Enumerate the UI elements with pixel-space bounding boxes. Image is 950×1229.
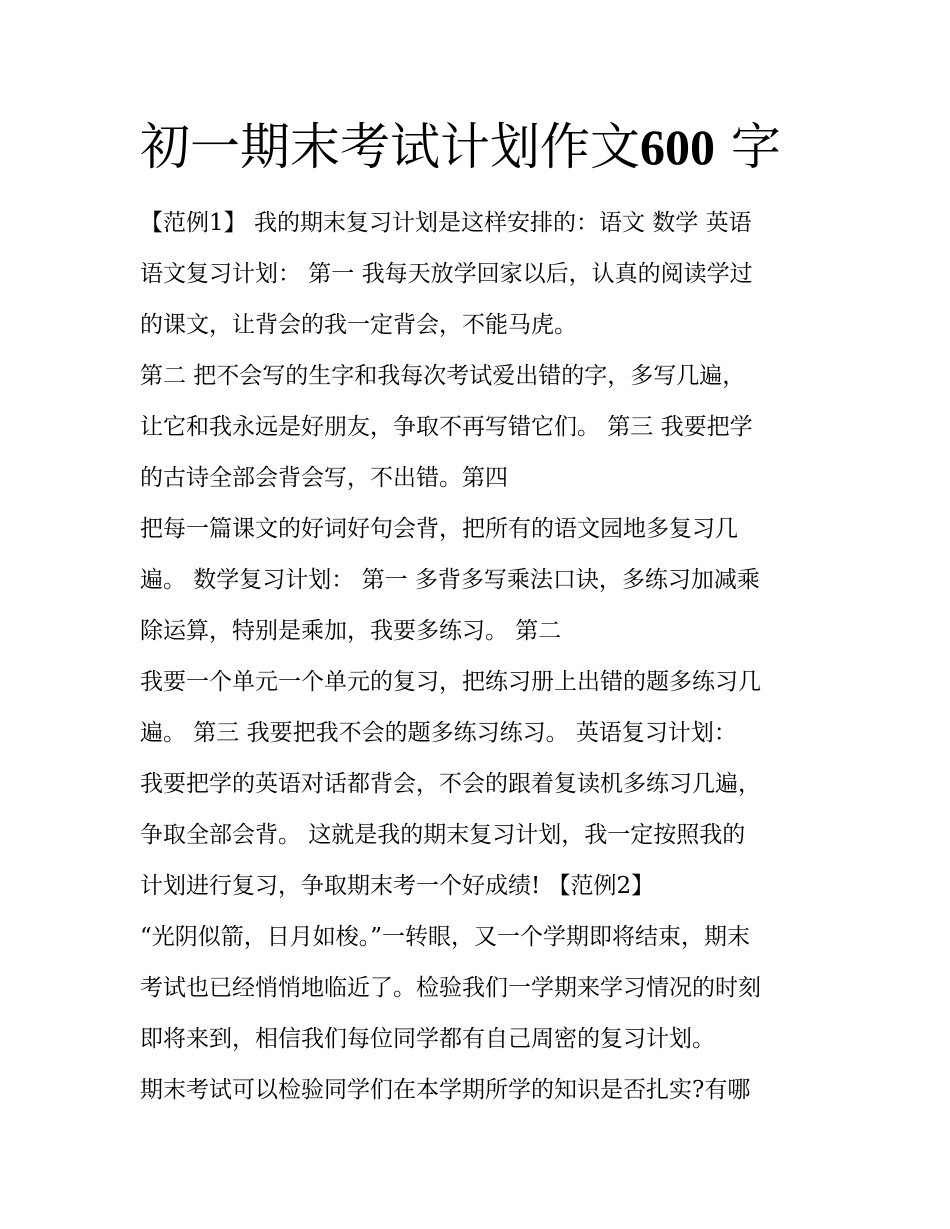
document-body	[140, 198, 830, 1116]
body-line: “光阴似箭，日月如梭。”一转眼，又一个学期即将结束，期末	[140, 924, 751, 950]
title-suffix: 字	[730, 118, 781, 176]
body-line: 把每一篇课文的好词好句会背，把所有的语文园地多复习几	[140, 516, 738, 542]
body-line: 第二 把不会写的生字和我每次考试爱出错的字，多写几遍，	[140, 363, 746, 389]
body-line: 语文复习计划： 第一 我每天放学回家以后，认真的阅读学过	[140, 261, 753, 287]
body-line: 我要一个单元一个单元的复习，把练习册上出错的题多练习几	[140, 669, 761, 695]
body-line: 让它和我永远是好朋友，争取不再写错它们。 第三 我要把学	[140, 414, 753, 440]
title-main-text: 初一期末考试计划作文	[140, 118, 640, 176]
title-number: 600	[640, 119, 715, 175]
body-line: 遍。 第三 我要把我不会的题多练习练习。 英语复习计划：	[140, 720, 737, 746]
body-line: 计划进行复习，争取期末考一个好成绩! 【范例2】	[140, 873, 655, 899]
body-line: 遍。 数学复习计划： 第一 多背多写乘法口诀，多练习加减乘	[140, 567, 760, 593]
body-line: 【范例1】 我的期末复习计划是这样安排的：语文 数学 英语	[140, 210, 752, 236]
document-title	[140, 112, 840, 182]
body-line: 我要把学的英语对话都背会，不会的跟着复读机多练习几遍，	[140, 771, 761, 797]
body-line: 的课文，让背会的我一定背会，不能马虎。	[140, 312, 577, 338]
body-line: 考试也已经悄悄地临近了。检验我们一学期来学习情况的时刻	[140, 975, 761, 1001]
body-line: 的古诗全部会背会写，不出错。第四	[140, 465, 508, 491]
body-line: 期末考试可以检验同学们在本学期所学的知识是否扎实?有哪	[140, 1077, 751, 1103]
body-line: 除运算，特别是乘加，我要多练习。 第二	[140, 618, 562, 644]
body-line: 即将来到，相信我们每位同学都有自己周密的复习计划。	[140, 1026, 715, 1052]
body-line: 争取全部会背。 这就是我的期末复习计划，我一定按照我的	[140, 822, 746, 848]
